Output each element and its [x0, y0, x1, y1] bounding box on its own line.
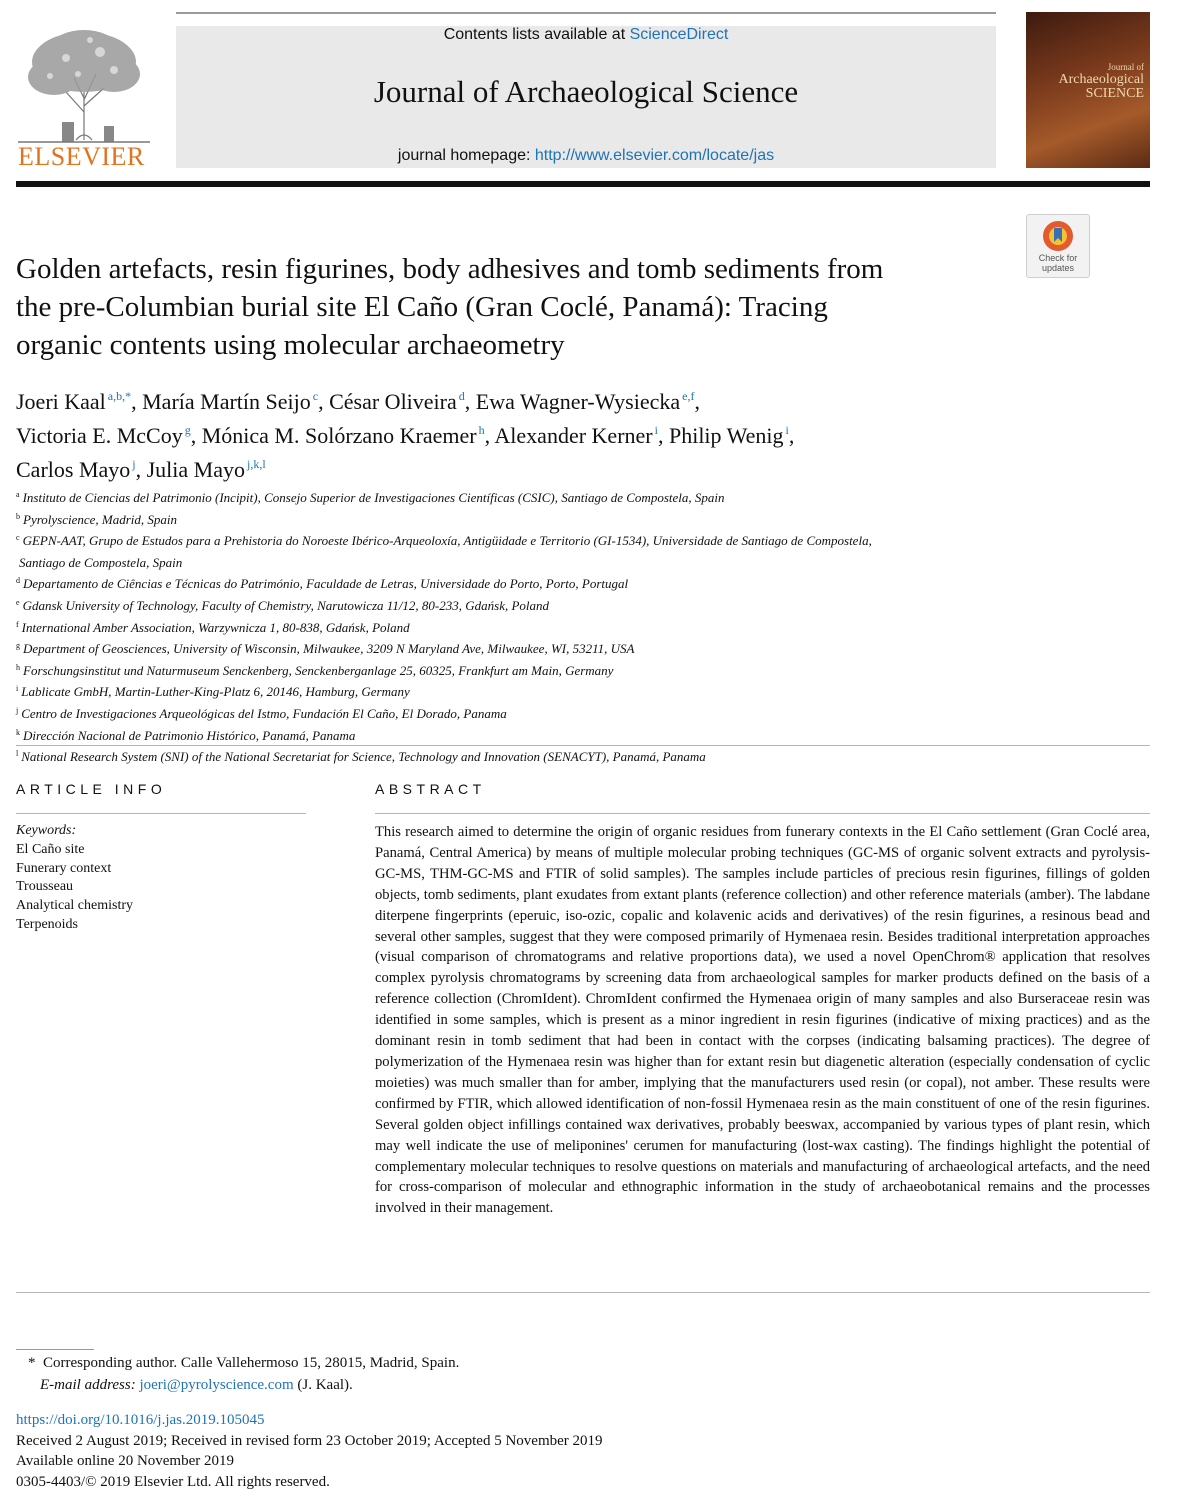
email-link[interactable]: joeri@pyrolyscience.com [139, 1377, 294, 1393]
article-info-heading: ARTICLE INFO [16, 781, 167, 797]
author-name[interactable]: Mónica M. Solórzano Kraemer [201, 423, 477, 448]
author-affiliation-ref[interactable]: h [478, 423, 485, 437]
affiliation-item: $^b$ Pyrolyscience, Madrid, Spain [16, 511, 178, 527]
author-affiliation-ref[interactable]: j,k,l [247, 457, 266, 471]
footnote-rule [16, 1349, 94, 1350]
corresponding-author-footnote [28, 1352, 928, 1396]
affiliation-item: $^j$ Centro de Investigaciones Arqueológicas del Istmo, Fundación El Caño, El Dorado, Panama [16, 705, 507, 721]
author-name[interactable]: Alexander Kerner [494, 423, 653, 448]
header-divider-bar [16, 181, 1150, 187]
sciencedirect-link[interactable]: ScienceDirect [629, 26, 729, 43]
article-info-rule [16, 813, 306, 814]
abstract-heading: ABSTRACT [375, 781, 486, 797]
author-affiliation-ref[interactable]: a,b,* [107, 389, 132, 403]
homepage-prefix: journal homepage: [397, 147, 535, 164]
author-affiliation-ref[interactable]: i [654, 423, 658, 437]
keyword-item: Analytical chemistry [16, 898, 134, 914]
keywords-block [16, 822, 306, 935]
journal-masthead [176, 26, 996, 168]
author-name[interactable]: César Oliveira [329, 389, 457, 414]
author-name[interactable]: Philip Wenig [668, 423, 784, 448]
header-top-rule [176, 12, 996, 14]
affiliation-item: $^d$ Departamento de Ciências e Técnicas do Património, Faculdade de Letras, Universidade do Porto, Porto, Portugal [16, 576, 629, 592]
affiliation-list [16, 486, 1016, 767]
affiliation-item: $^g$ Department of Geosciences, University of Wisconsin, Milwaukee, 3209 N Maryland Ave, Milwaukee, WI, 53211, USA [16, 641, 635, 657]
email-label: E-mail address: [40, 1377, 136, 1393]
journal-homepage-link[interactable]: http://www.elsevier.com/locate/jas [534, 147, 775, 164]
affiliation-item-continued: Santiago de Compostela, Spain [19, 554, 183, 570]
author-name[interactable]: Carlos Mayo [16, 457, 131, 482]
affiliation-item: $^c$ GEPN-AAT, Grupo de Estudos para a Prehistoria do Noroeste Ibérico-Arqueoloxía, Antigüidade e Territorio (GI-1534), Universidade de Santiago de Compostela, [16, 533, 872, 549]
article-title: Golden artefacts, resin figurines, body adhesives and tomb sediments from the pre-Columbian burial site El Caño (Gran Coclé, Panamá): Tracing organic contents using molecular archaeometry [16, 253, 884, 361]
keyword-item: Trousseau [16, 879, 74, 895]
author-name[interactable]: María Martín Seijo [142, 389, 311, 414]
affiliation-item: $^f$ International Amber Association, Warzywnicza 1, 80-838, Gdańsk, Poland [16, 619, 410, 635]
author-affiliation-ref[interactable]: g [184, 423, 191, 437]
journal-cover-thumbnail[interactable] [1026, 12, 1150, 168]
affiliation-item: $^k$ Dirección Nacional de Patrimonio Histórico, Panamá, Panama [16, 727, 356, 743]
author-affiliation-ref[interactable]: j [132, 457, 136, 471]
available-online: Available online 20 November 2019 [16, 1453, 234, 1469]
author-list: Joeri Kaal $^{a,b,*}$, María Martín Seijo $^c$, César Oliveira $^d$, Ewa Wagner-Wysiecka $^{e,f}$, Victoria E. McCoy $^g$, Mónica M. Solórzano Kraemer $^h$, Alexander Kerner $^i$, Philip Wenig $^i$, Carlos Mayo $^j$, Julia Mayo $^{j,k,l}$ [16, 389, 795, 482]
author-affiliation-ref[interactable]: c [312, 389, 319, 403]
elsevier-wordmark: ELSEVIER [18, 142, 145, 171]
homepage-line [176, 147, 996, 165]
journal-title[interactable]: Journal of Archaeological Science [373, 74, 799, 109]
author-name[interactable]: Julia Mayo [146, 457, 245, 482]
abstract-bottom-divider [16, 1292, 1150, 1293]
cover-title: Journal of Archaeological SCIENCE [1058, 62, 1144, 101]
keyword-item: El Caño site [16, 841, 85, 857]
keywords-label: Keywords: [16, 823, 77, 838]
affiliation-item: $^i$ Lablicate GmbH, Martin-Luther-King-Platz 6, 20146, Hamburg, Germany [16, 684, 410, 700]
keyword-item: Funerary context [16, 860, 112, 876]
affiliation-item: $^a$ Instituto de Ciencias del Patrimonio (Incipit), Consejo Superior de Investigaciones Científicas (CSIC), Santiago de Compostela, Spain [16, 490, 725, 505]
author-affiliation-ref[interactable]: d [458, 389, 465, 403]
keyword-item: Terpenoids [16, 916, 79, 932]
check-for-updates-badge[interactable] [1026, 214, 1090, 278]
email-suffix: (J. Kaal). [293, 1377, 353, 1393]
author-name[interactable]: Joeri Kaal [16, 389, 106, 414]
doi-link[interactable]: https://doi.org/10.1016/j.jas.2019.105045 [16, 1412, 265, 1428]
author-affiliation-ref[interactable]: i [785, 423, 789, 437]
affiliations-divider [16, 745, 1150, 746]
abstract-body: This research aimed to determine the origin of organic residues from funerary contexts in the El Caño settlement (Gran Coclé area, Panamá, Central America) by means of multiple molecular probing techniques (GC-MS of organic solvent extracts and pyrolysis-GC-MS, THM-GC-MS and FTIR of solid samples). The samples include particles of precious resin figurines, fillings of golden objects, tomb sediments, plant exudates from extant plants (reference collection) and other reference materials (amber). The labdane diterpene fingerprints (eperuic, iso-ozic, copalic and kolavenic acids and derivatives) of the resin figurines, a resinous bead and several other samples, suggest that they were composed primarily of Hymenaea resin. Besides traditional interpretation approaches (visual comparison of chromatograms and relative proportions data), we used a novel OpenChrom® application that resolves complex pyrolysis chromatograms by screening data from archaeological samples for marker products defined on the basis of a reference collection (ChromIdent). ChromIdent confirmed the Hymenaea origin of many samples and also Burseraceae resin was identified in some samples, which is present as a minor ingredient in resin figurines (indicative of mixing practices) and as the dominant resin in tomb sediment that had been in contact with the corpses (indicating balsaming practices). The degree of polymerization of the Hymenaea resin was higher than for extant resin but diagenetic alteration (especially condensation of cyclic moieties) was much smaller than for amber, implying that the manufacturers used resin (or copal), not amber. These results were confirmed by FTIR, which allowed identification of non-fossil Hymenaea resin as the main constituent of one of the resin figurines. Several golden object infillings contained wax derivatives, probably beeswax, accompanied by various types of plant resin, which may well indicate the use of meliponines' cerumen for manufacturing (lost-wax casting). The findings highlight the potential of complementary molecular techniques to resolve questions on materials and manufacturing of archaeological artefacts, and the need for cross-comparison of molecular and ethnographic information in the study of archaeobotanical remains and the processes involved in their management. [375, 824, 1150, 1217]
crossmark-label: Check for updates [1038, 253, 1078, 273]
copyright-notice: 0305-4403/© 2019 Elsevier Ltd. All rights reserved. [16, 1473, 330, 1490]
contents-prefix: Contents lists available at [443, 26, 630, 43]
author-name[interactable]: Ewa Wagner-Wysiecka [475, 389, 681, 414]
crossmark-icon [1041, 219, 1075, 253]
publication-info [16, 1410, 916, 1492]
received-dates: Received 2 August 2019; Received in revised form 23 October 2019; Accepted 5 November 2019 [16, 1432, 603, 1449]
corresponding-mark: * [28, 1355, 36, 1371]
author-affiliation-ref[interactable]: e,f [682, 389, 695, 403]
abstract-rule [375, 813, 1150, 814]
corresponding-author-text: Corresponding author. Calle Vallehermoso 15, 28015, Madrid, Spain. [43, 1355, 460, 1371]
author-name[interactable]: Victoria E. McCoy [16, 423, 183, 448]
contents-line [176, 26, 996, 44]
affiliation-item: $^h$ Forschungsinstitut und Naturmuseum Senckenberg, Senckenberganlage 25, 60325, Frankfurt am Main, Germany [16, 662, 614, 678]
affiliation-item: $^l$ National Research System (SNI) of the National Secretariat for Science, Technology and Innovation (SENACYT), Panamá, Panama [16, 749, 706, 765]
affiliation-item: $^e$ Gdansk University of Technology, Faculty of Chemistry, Narutowicza 11/12, 80-233, Gdańsk, Poland [16, 597, 550, 613]
